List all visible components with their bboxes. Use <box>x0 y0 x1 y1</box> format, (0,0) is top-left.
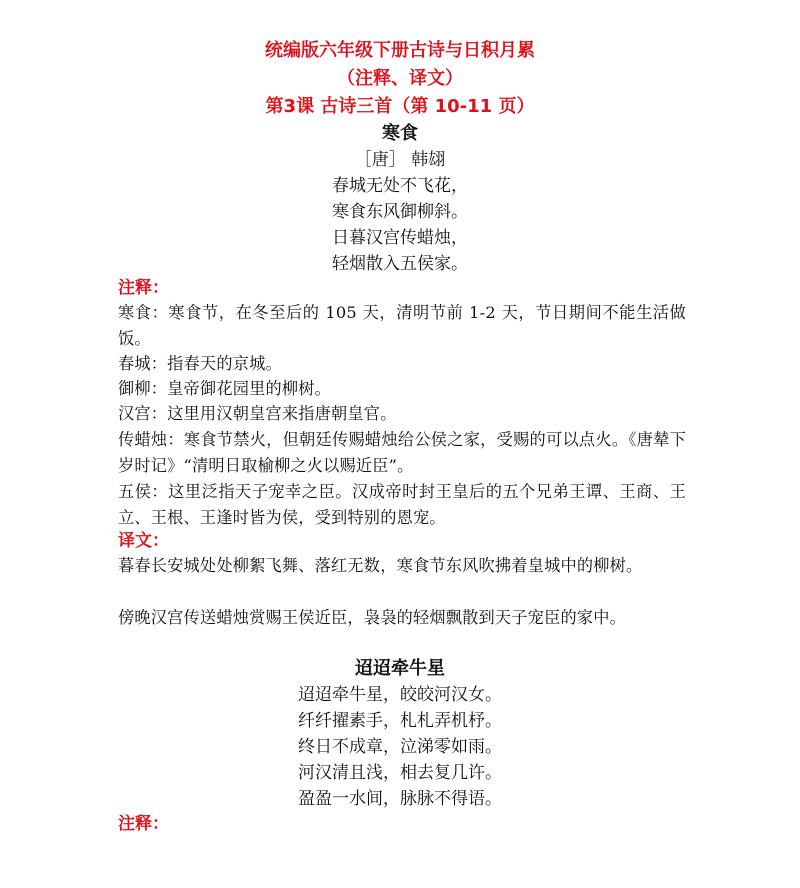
poem1-line: 轻烟散入五侯家。 <box>332 254 468 274</box>
note-item: 寒食：寒食节，在冬至后的 105 天，清明节前 1-2 天，节日期间不能生活做饭。 <box>118 303 686 348</box>
document-subtitle: （注释、译文） <box>337 68 463 89</box>
translation-item: 暮春长安城处处柳絮飞舞、落红无数，寒食节东风吹拂着皇城中的柳树。 <box>118 556 643 575</box>
lesson-heading: 第3课 古诗三首（第 10-11 页） <box>265 96 535 117</box>
document-title: 统编版六年级下册古诗与日积月累 <box>265 40 535 61</box>
poem1-line: 春城无处不飞花， <box>332 176 468 196</box>
poem2-notes-label: 注释： <box>118 814 169 834</box>
note-item: 传蜡烛：寒食节禁火，但朝廷传赐蜡烛给公侯之家，受赐的可以点火。《唐辇下岁时记》“清明日取榆柳之火以赐近臣”。 <box>118 430 686 475</box>
poem1-line: 寒食东风御柳斜。 <box>332 202 468 222</box>
poem2-line: 河汉清且浅，相去复几许。 <box>298 763 502 783</box>
note-item: 汉宫：这里用汉朝皇宫来指唐朝皇官。 <box>118 404 397 423</box>
poem2-line: 终日不成章，泣涕零如雨。 <box>298 737 502 757</box>
poem2-line: 盈盈一水间，脉脉不得语。 <box>298 789 502 809</box>
poem2-title: 迢迢牵牛星 <box>355 658 445 679</box>
note-item: 御柳：皇帝御花园里的柳树。 <box>118 379 332 398</box>
poem2-line: 迢迢牵牛星，皎皎河汉女。 <box>298 685 502 705</box>
note-item: 春城：指春天的京城。 <box>118 354 282 373</box>
poem1-translation-label: 译文： <box>118 531 169 551</box>
poem1-title: 寒食 <box>382 123 418 144</box>
translation-item: 傍晚汉宫传送蜡烛赏赐王侯近臣，袅袅的轻烟飘散到天子宠臣的家中。 <box>118 608 627 627</box>
poem1-line: 日暮汉宫传蜡烛， <box>332 228 468 248</box>
poem1-author: ［唐］ 韩翃 <box>354 150 446 170</box>
note-item: 五侯：这里泛指天子宠幸之臣。汉成帝时封王皇后的五个兄弟王谭、王商、王立、王根、王逢时皆为侯，受到特别的恩宠。 <box>118 482 686 527</box>
poem1-notes-label: 注释： <box>118 278 169 298</box>
poem2-line: 纤纤擢素手，札札弄机杼。 <box>298 711 502 731</box>
